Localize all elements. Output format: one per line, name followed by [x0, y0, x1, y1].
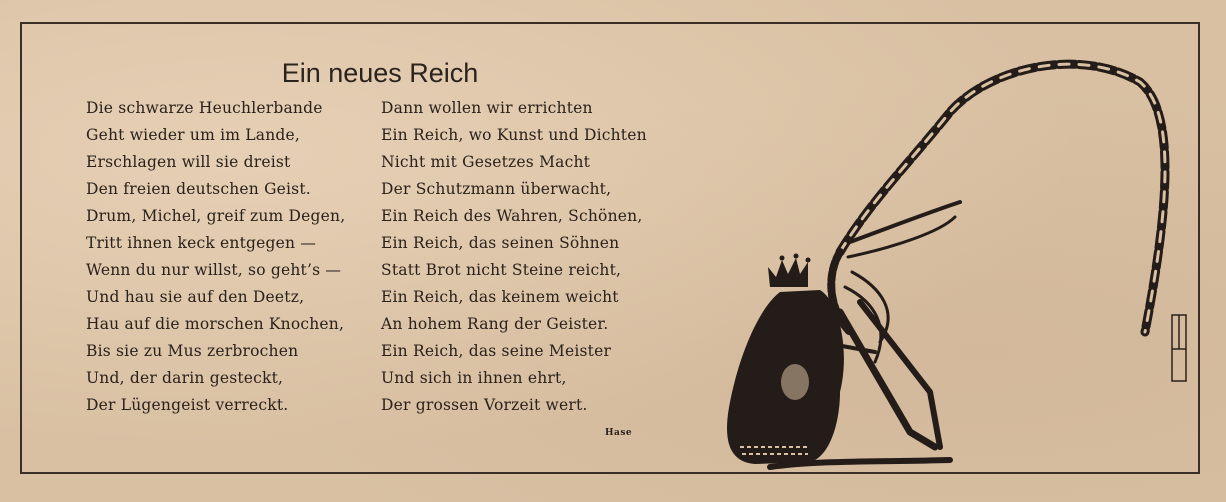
- artist-monogram: [1170, 313, 1188, 383]
- poem-line: Wenn du nur willst, so geht’s —: [86, 261, 342, 279]
- poem-line: Ein Reich des Wahren, Schönen,: [381, 207, 643, 225]
- poem-line: Der Schutzmann überwacht,: [381, 180, 612, 198]
- poem-line: Drum, Michel, greif zum Degen,: [86, 207, 346, 225]
- poem-line: An hohem Rang der Geister.: [381, 315, 609, 333]
- poem-stanza-left: [86, 95, 345, 419]
- poem-line: Ein Reich, das keinem weicht: [381, 288, 619, 306]
- poem-line: Und sich in ihnen ehrt,: [381, 369, 567, 387]
- poem-line: Nicht mit Gesetzes Macht: [381, 153, 591, 171]
- crown-icon: [768, 258, 808, 287]
- spine-tail: [840, 64, 1165, 332]
- poem-line: Und, der darin gesteckt,: [86, 369, 284, 387]
- poem-line: Und hau sie auf den Deetz,: [86, 288, 305, 306]
- poem-line: Der Lügengeist verreckt.: [86, 396, 289, 414]
- poem-line: Die schwarze Heuchlerbande: [86, 99, 323, 117]
- poem-line: Den freien deutschen Geist.: [86, 180, 311, 198]
- poem-line: Dann wollen wir errichten: [381, 99, 593, 117]
- poem-line: Tritt ihnen keck entgegen —: [86, 234, 317, 252]
- author-signature: Hase: [605, 428, 633, 438]
- poem-line: Hau auf die morschen Knochen,: [86, 315, 345, 333]
- poem-line: Bis sie zu Mus zerbrochen: [86, 342, 299, 360]
- poem-title: Ein neues Reich: [281, 58, 479, 88]
- poem-stanza-right: [381, 95, 647, 419]
- poem-line: Ein Reich, das seinen Söhnen: [381, 234, 620, 252]
- poem-line: Ein Reich, wo Kunst und Dichten: [381, 126, 647, 144]
- crowned-skull: [727, 254, 844, 465]
- poem-line: Ein Reich, das seine Meister: [381, 342, 612, 360]
- poem-line: Der grossen Vorzeit wert.: [381, 396, 588, 414]
- poem-line: Statt Brot nicht Steine reicht,: [381, 261, 622, 279]
- poem-line: Geht wieder um im Lande,: [86, 126, 301, 144]
- poem-line: Erschlagen will sie dreist: [86, 153, 291, 171]
- skull-skeleton-illustration: [700, 52, 1200, 482]
